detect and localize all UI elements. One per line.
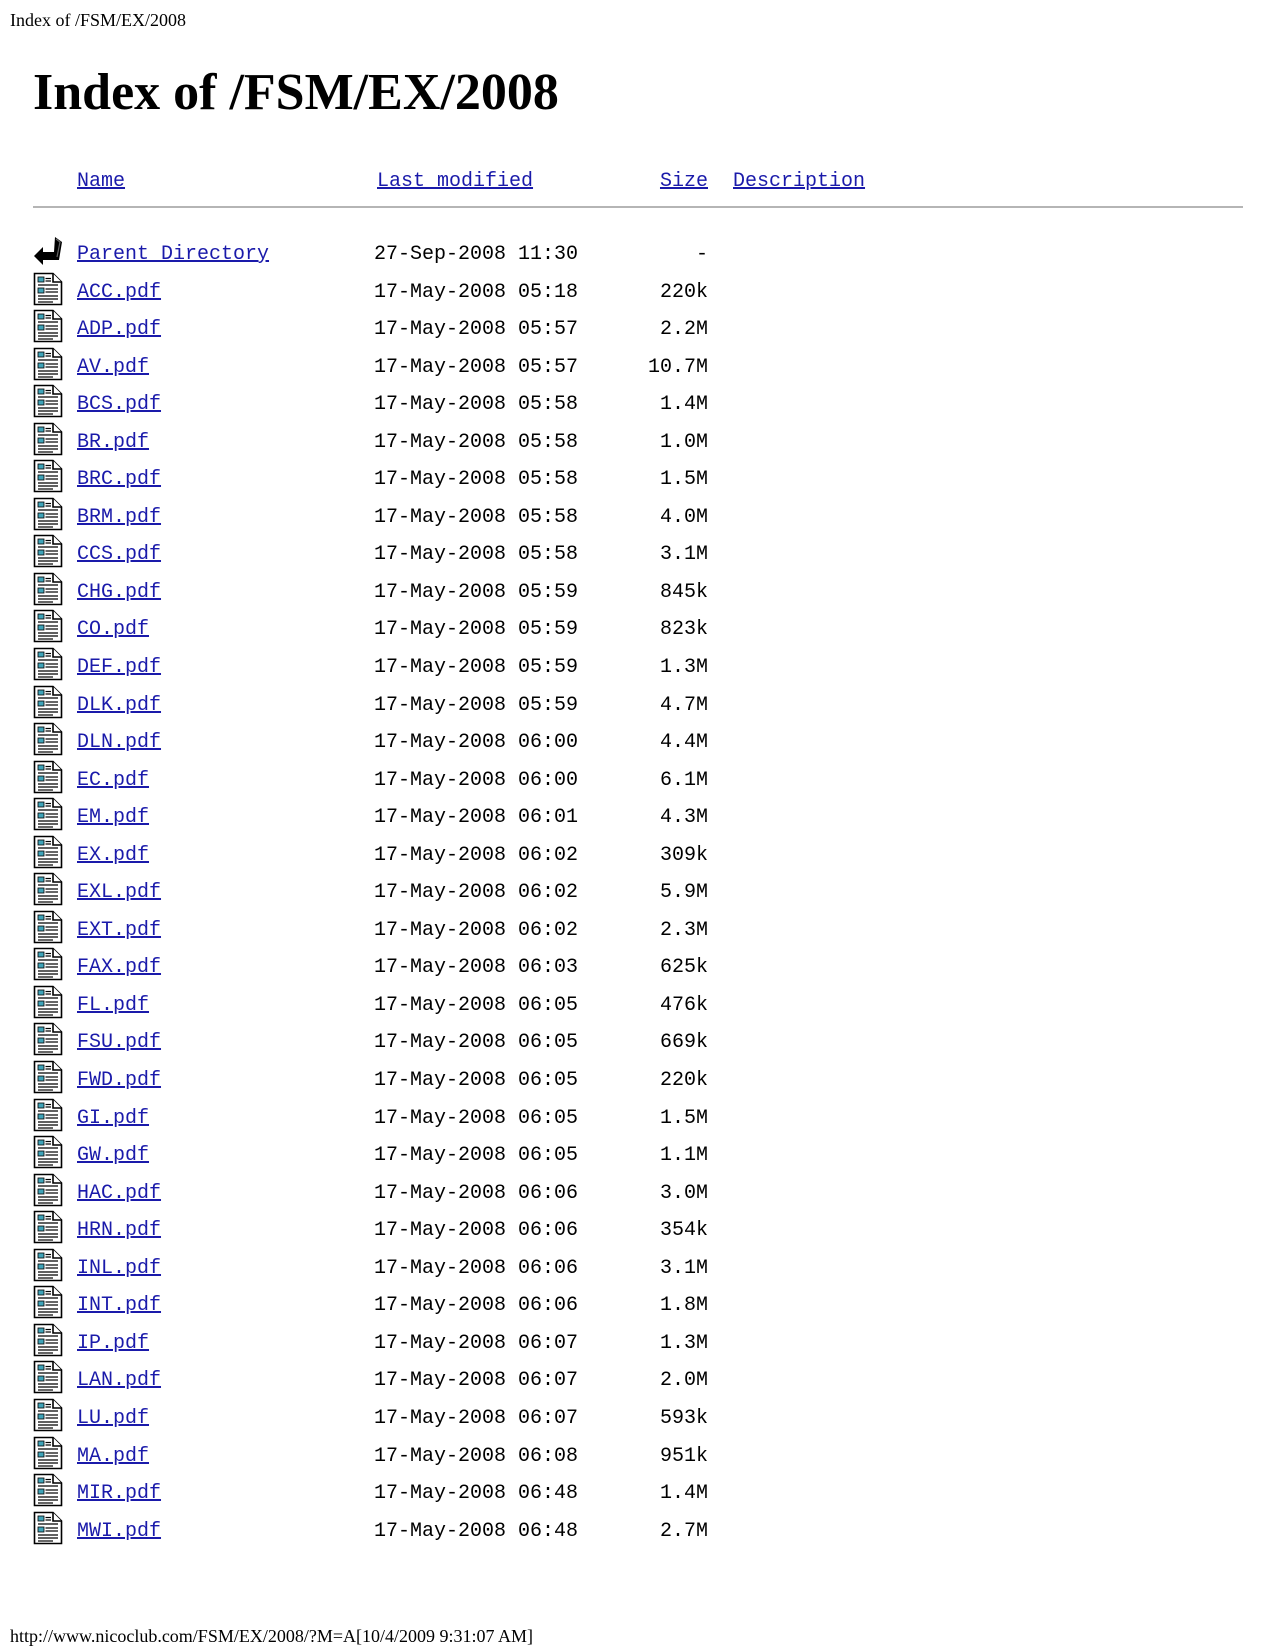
file-link[interactable]: CHG.pdf: [77, 580, 162, 604]
text-document-icon: [33, 572, 63, 606]
sort-by-description-link[interactable]: Description: [733, 170, 866, 193]
file-row: [33, 272, 1243, 310]
text-document-icon: [33, 497, 63, 531]
file-row: [33, 910, 1243, 948]
file-link[interactable]: FWD.pdf: [77, 1069, 162, 1093]
text-document-icon: [33, 1285, 63, 1319]
modified-date: 17-May-2008 06:48: [374, 1519, 579, 1543]
file-size: 2.7M: [659, 1519, 708, 1543]
modified-date: 17-May-2008 06:48: [374, 1482, 579, 1506]
file-size: 4.0M: [659, 505, 708, 529]
file-link[interactable]: EM.pdf: [77, 806, 150, 830]
file-row: [33, 1098, 1243, 1136]
sort-by-last-modified-link[interactable]: Last modified: [377, 170, 534, 193]
file-link[interactable]: FAX.pdf: [77, 956, 162, 980]
print-footer: http://www.nicoclub.com/FSM/EX/2008/?M=A[10/4/2009 9:31:07 AM]: [10, 1626, 533, 1646]
modified-date: 17-May-2008 06:06: [374, 1256, 579, 1280]
file-list: [33, 234, 1243, 1548]
text-document-icon: [33, 760, 63, 794]
file-link[interactable]: CO.pdf: [77, 618, 150, 642]
page-title: Index of /FSM/EX/2008: [33, 64, 559, 121]
file-size: 1.3M: [659, 656, 708, 680]
parent-directory-row: [33, 234, 1243, 272]
text-document-icon: [33, 272, 63, 306]
file-link[interactable]: EXL.pdf: [77, 881, 162, 905]
text-document-icon: [33, 1248, 63, 1282]
file-row: [33, 797, 1243, 835]
text-document-icon: [33, 1173, 63, 1207]
file-size: 593k: [659, 1406, 708, 1430]
text-document-icon: [33, 947, 63, 981]
file-row: [33, 384, 1243, 422]
modified-date: 17-May-2008 06:03: [374, 956, 579, 980]
text-document-icon: [33, 722, 63, 756]
file-size: 669k: [659, 1031, 708, 1055]
text-document-icon: [33, 1511, 63, 1545]
file-link[interactable]: BRM.pdf: [77, 505, 162, 529]
file-link[interactable]: IP.pdf: [77, 1331, 150, 1355]
file-row: [33, 947, 1243, 985]
file-link[interactable]: HRN.pdf: [77, 1219, 162, 1243]
file-row: [33, 722, 1243, 760]
back-arrow-icon: [33, 234, 63, 268]
file-link[interactable]: EX.pdf: [77, 843, 150, 867]
text-document-icon: [33, 1098, 63, 1132]
modified-date: 17-May-2008 05:57: [374, 355, 579, 379]
modified-date: 17-May-2008 06:01: [374, 806, 579, 830]
file-link[interactable]: BCS.pdf: [77, 393, 162, 417]
parent-directory-link[interactable]: Parent Directory: [77, 243, 270, 266]
file-size: 1.0M: [659, 430, 708, 454]
modified-date: 17-May-2008 05:18: [374, 280, 579, 304]
file-size: 823k: [659, 618, 708, 642]
modified-date: 17-May-2008 05:59: [374, 693, 579, 717]
file-link[interactable]: DEF.pdf: [77, 656, 162, 680]
modified-date: 17-May-2008 06:05: [374, 993, 579, 1017]
file-size: 1.4M: [659, 393, 708, 417]
file-size: 354k: [659, 1219, 708, 1243]
file-link[interactable]: BRC.pdf: [77, 468, 162, 492]
file-row: [33, 1022, 1243, 1060]
modified-date: 17-May-2008 05:58: [374, 543, 579, 567]
file-row: [33, 534, 1243, 572]
modified-date: 17-May-2008 06:07: [374, 1369, 579, 1393]
file-link[interactable]: ADP.pdf: [77, 318, 162, 342]
file-row: [33, 459, 1243, 497]
modified-date: 17-May-2008 06:05: [374, 1144, 579, 1168]
modified-date: 17-May-2008 06:00: [374, 768, 579, 792]
modified-date: 27-Sep-2008 11:30: [374, 243, 579, 266]
modified-date: 17-May-2008 06:02: [374, 881, 579, 905]
modified-date: 17-May-2008 05:57: [374, 318, 579, 342]
modified-date: 17-May-2008 06:07: [374, 1331, 579, 1355]
text-document-icon: [33, 347, 63, 381]
modified-date: 17-May-2008 06:00: [374, 731, 579, 755]
file-size: 845k: [659, 580, 708, 604]
file-row: [33, 1398, 1243, 1436]
file-row: [33, 1436, 1243, 1474]
file-row: [33, 1135, 1243, 1173]
file-row: [33, 1248, 1243, 1286]
modified-date: 17-May-2008 06:05: [374, 1106, 579, 1130]
column-header-row: [33, 170, 1243, 206]
file-link[interactable]: INT.pdf: [77, 1294, 162, 1318]
modified-date: 17-May-2008 06:08: [374, 1444, 579, 1468]
file-size: 951k: [659, 1444, 708, 1468]
text-document-icon: [33, 1398, 63, 1432]
modified-date: 17-May-2008 06:05: [374, 1069, 579, 1093]
file-size: 1.4M: [659, 1482, 708, 1506]
file-link[interactable]: CCS.pdf: [77, 543, 162, 567]
file-link[interactable]: DLN.pdf: [77, 731, 162, 755]
modified-date: 17-May-2008 05:58: [374, 393, 579, 417]
modified-date: 17-May-2008 05:59: [374, 580, 579, 604]
file-size: 1.5M: [659, 1106, 708, 1130]
text-document-icon: [33, 1360, 63, 1394]
file-size: 220k: [659, 1069, 708, 1093]
modified-date: 17-May-2008 06:02: [374, 843, 579, 867]
modified-date: 17-May-2008 06:06: [374, 1294, 579, 1318]
modified-date: 17-May-2008 05:59: [374, 618, 579, 642]
file-size: 4.7M: [659, 693, 708, 717]
header-divider: [33, 206, 1243, 208]
text-document-icon: [33, 910, 63, 944]
file-row: [33, 872, 1243, 910]
file-link[interactable]: ACC.pdf: [77, 280, 162, 304]
file-row: [33, 1210, 1243, 1248]
file-size: 4.4M: [659, 731, 708, 755]
text-document-icon: [33, 459, 63, 493]
file-row: [33, 309, 1243, 347]
file-row: [33, 1473, 1243, 1511]
text-document-icon: [33, 384, 63, 418]
modified-date: 17-May-2008 06:06: [374, 1219, 579, 1243]
file-row: [33, 1173, 1243, 1211]
file-link[interactable]: FSU.pdf: [77, 1031, 162, 1055]
text-document-icon: [33, 1436, 63, 1470]
file-size: 3.1M: [659, 1256, 708, 1280]
file-link[interactable]: MWI.pdf: [77, 1519, 162, 1543]
file-link[interactable]: EC.pdf: [77, 768, 150, 792]
text-document-icon: [33, 985, 63, 1019]
file-link[interactable]: MA.pdf: [77, 1444, 150, 1468]
file-size: 2.3M: [659, 918, 708, 942]
modified-date: 17-May-2008 06:05: [374, 1031, 579, 1055]
file-size: 3.0M: [659, 1181, 708, 1205]
file-link[interactable]: LU.pdf: [77, 1406, 150, 1430]
file-size: -: [695, 243, 708, 266]
file-link[interactable]: MIR.pdf: [77, 1482, 162, 1506]
file-row: [33, 1323, 1243, 1361]
file-size: 2.2M: [659, 318, 708, 342]
file-size: 220k: [659, 280, 708, 304]
file-row: [33, 835, 1243, 873]
file-row: [33, 1360, 1243, 1398]
text-document-icon: [33, 1135, 63, 1169]
file-link[interactable]: INL.pdf: [77, 1256, 162, 1280]
text-document-icon: [33, 797, 63, 831]
file-size: 1.1M: [659, 1144, 708, 1168]
file-size: 6.1M: [659, 768, 708, 792]
file-size: 309k: [659, 843, 708, 867]
file-size: 625k: [659, 956, 708, 980]
file-size: 476k: [659, 993, 708, 1017]
text-document-icon: [33, 534, 63, 568]
file-link[interactable]: AV.pdf: [77, 355, 150, 379]
text-document-icon: [33, 422, 63, 456]
text-document-icon: [33, 1060, 63, 1094]
modified-date: 17-May-2008 05:58: [374, 505, 579, 529]
file-link[interactable]: DLK.pdf: [77, 693, 162, 717]
file-link[interactable]: LAN.pdf: [77, 1369, 162, 1393]
file-link[interactable]: FL.pdf: [77, 993, 150, 1017]
print-header: Index of /FSM/EX/2008: [10, 10, 187, 30]
modified-date: 17-May-2008 06:02: [374, 918, 579, 942]
file-row: [33, 497, 1243, 535]
text-document-icon: [33, 1210, 63, 1244]
file-row: [33, 347, 1243, 385]
sort-by-size-link[interactable]: Size: [659, 170, 708, 193]
file-link[interactable]: GI.pdf: [77, 1106, 150, 1130]
text-document-icon: [33, 685, 63, 719]
text-document-icon: [33, 872, 63, 906]
modified-date: 17-May-2008 06:07: [374, 1406, 579, 1430]
text-document-icon: [33, 1022, 63, 1056]
sort-by-name-link[interactable]: Name: [77, 170, 126, 193]
file-row: [33, 1511, 1243, 1549]
file-row: [33, 609, 1243, 647]
directory-listing: [33, 170, 1243, 1548]
file-size: 1.5M: [659, 468, 708, 492]
text-document-icon: [33, 1473, 63, 1507]
file-row: [33, 422, 1243, 460]
text-document-icon: [33, 309, 63, 343]
file-row: [33, 985, 1243, 1023]
text-document-icon: [33, 609, 63, 643]
file-size: 2.0M: [659, 1369, 708, 1393]
file-row: [33, 1285, 1243, 1323]
text-document-icon: [33, 647, 63, 681]
file-link[interactable]: EXT.pdf: [77, 918, 162, 942]
file-size: 1.3M: [659, 1331, 708, 1355]
modified-date: 17-May-2008 05:59: [374, 656, 579, 680]
file-row: [33, 685, 1243, 723]
file-size: 10.7M: [647, 355, 708, 379]
file-size: 4.3M: [659, 806, 708, 830]
text-document-icon: [33, 835, 63, 869]
file-size: 5.9M: [659, 881, 708, 905]
file-size: 1.8M: [659, 1294, 708, 1318]
modified-date: 17-May-2008 05:58: [374, 430, 579, 454]
file-row: [33, 647, 1243, 685]
file-size: 3.1M: [659, 543, 708, 567]
file-link[interactable]: BR.pdf: [77, 430, 150, 454]
file-link[interactable]: GW.pdf: [77, 1144, 150, 1168]
file-row: [33, 1060, 1243, 1098]
file-link[interactable]: HAC.pdf: [77, 1181, 162, 1205]
modified-date: 17-May-2008 05:58: [374, 468, 579, 492]
modified-date: 17-May-2008 06:06: [374, 1181, 579, 1205]
file-row: [33, 572, 1243, 610]
text-document-icon: [33, 1323, 63, 1357]
file-row: [33, 760, 1243, 798]
